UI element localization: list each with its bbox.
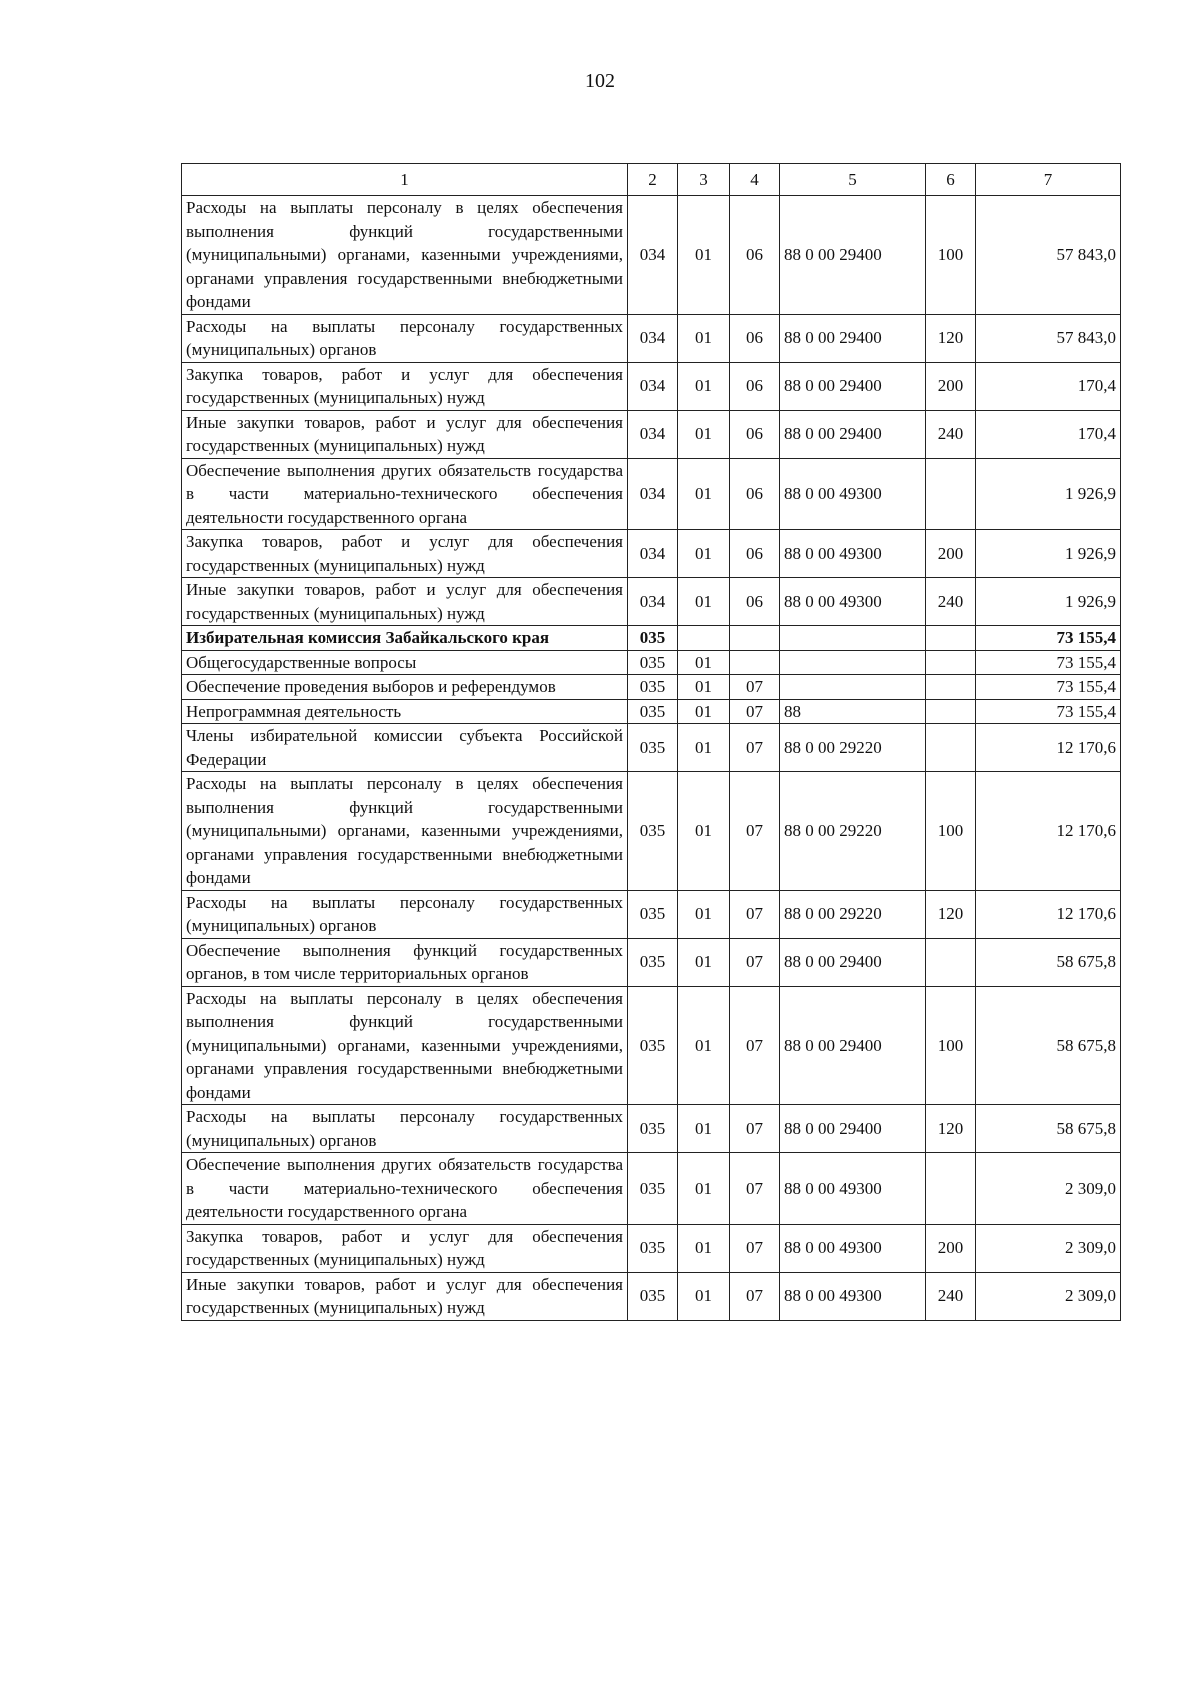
cell-admin-code: 035 bbox=[628, 650, 678, 675]
cell-subsection: 07 bbox=[730, 986, 780, 1105]
cell-section: 01 bbox=[678, 1224, 730, 1272]
cell-admin-code: 034 bbox=[628, 458, 678, 530]
cell-section: 01 bbox=[678, 724, 730, 772]
cell-target-article bbox=[780, 650, 926, 675]
cell-name: Расходы на выплаты персоналу в целях обеспечения выполнения функций государственными (муниципальными) органами, казенными учреждениями, органами управления государственными внебюджетными фондами bbox=[182, 772, 628, 891]
cell-section: 01 bbox=[678, 458, 730, 530]
cell-subsection: 07 bbox=[730, 675, 780, 700]
cell-amount: 73 155,4 bbox=[976, 699, 1121, 724]
cell-name: Члены избирательной комиссии субъекта Российской Федерации bbox=[182, 724, 628, 772]
cell-target-article: 88 0 00 49300 bbox=[780, 530, 926, 578]
cell-admin-code: 034 bbox=[628, 314, 678, 362]
cell-expense-type bbox=[926, 626, 976, 651]
cell-name: Расходы на выплаты персоналу государственных (муниципальных) органов bbox=[182, 314, 628, 362]
cell-expense-type bbox=[926, 938, 976, 986]
cell-admin-code: 035 bbox=[628, 675, 678, 700]
table-row bbox=[182, 1153, 1121, 1225]
header-col-5: 5 bbox=[780, 164, 926, 196]
cell-target-article: 88 bbox=[780, 699, 926, 724]
cell-expense-type: 120 bbox=[926, 1105, 976, 1153]
cell-admin-code: 035 bbox=[628, 626, 678, 651]
cell-name: Закупка товаров, работ и услуг для обеспечения государственных (муниципальных) нужд bbox=[182, 1224, 628, 1272]
cell-section: 01 bbox=[678, 1272, 730, 1320]
cell-expense-type: 200 bbox=[926, 1224, 976, 1272]
cell-name: Расходы на выплаты персоналу государственных (муниципальных) органов bbox=[182, 890, 628, 938]
cell-admin-code: 035 bbox=[628, 772, 678, 891]
header-col-2: 2 bbox=[628, 164, 678, 196]
cell-section: 01 bbox=[678, 1105, 730, 1153]
cell-expense-type: 200 bbox=[926, 530, 976, 578]
table-row bbox=[182, 410, 1121, 458]
cell-name: Иные закупки товаров, работ и услуг для обеспечения государственных (муниципальных) нужд bbox=[182, 1272, 628, 1320]
cell-target-article: 88 0 00 29400 bbox=[780, 314, 926, 362]
cell-amount: 12 170,6 bbox=[976, 772, 1121, 891]
table-row bbox=[182, 530, 1121, 578]
cell-subsection: 07 bbox=[730, 1272, 780, 1320]
cell-subsection: 06 bbox=[730, 196, 780, 315]
cell-section: 01 bbox=[678, 362, 730, 410]
cell-section: 01 bbox=[678, 1153, 730, 1225]
table-row bbox=[182, 772, 1121, 891]
cell-expense-type: 200 bbox=[926, 362, 976, 410]
cell-admin-code: 034 bbox=[628, 196, 678, 315]
cell-subsection: 07 bbox=[730, 699, 780, 724]
cell-target-article: 88 0 00 29400 bbox=[780, 986, 926, 1105]
cell-section: 01 bbox=[678, 578, 730, 626]
cell-expense-type bbox=[926, 458, 976, 530]
cell-subsection bbox=[730, 626, 780, 651]
cell-amount: 1 926,9 bbox=[976, 458, 1121, 530]
budget-table bbox=[181, 163, 1121, 1321]
cell-amount: 58 675,8 bbox=[976, 986, 1121, 1105]
cell-expense-type: 100 bbox=[926, 986, 976, 1105]
cell-admin-code: 035 bbox=[628, 938, 678, 986]
cell-section: 01 bbox=[678, 699, 730, 724]
cell-subsection: 07 bbox=[730, 938, 780, 986]
cell-section: 01 bbox=[678, 938, 730, 986]
cell-target-article: 88 0 00 29400 bbox=[780, 362, 926, 410]
cell-admin-code: 035 bbox=[628, 986, 678, 1105]
cell-target-article: 88 0 00 29220 bbox=[780, 890, 926, 938]
header-col-7: 7 bbox=[976, 164, 1121, 196]
cell-target-article bbox=[780, 626, 926, 651]
table-row bbox=[182, 699, 1121, 724]
cell-amount: 2 309,0 bbox=[976, 1224, 1121, 1272]
cell-section: 01 bbox=[678, 196, 730, 315]
table-body bbox=[182, 196, 1121, 1321]
cell-name: Обеспечение выполнения других обязательств государства в части материально-технического обеспечения деятельности государственного органа bbox=[182, 458, 628, 530]
cell-expense-type: 100 bbox=[926, 196, 976, 315]
table-row bbox=[182, 986, 1121, 1105]
cell-name: Иные закупки товаров, работ и услуг для обеспечения государственных (муниципальных) нужд bbox=[182, 578, 628, 626]
cell-amount: 1 926,9 bbox=[976, 530, 1121, 578]
cell-amount: 73 155,4 bbox=[976, 650, 1121, 675]
table-row bbox=[182, 938, 1121, 986]
header-col-6: 6 bbox=[926, 164, 976, 196]
cell-subsection: 07 bbox=[730, 772, 780, 891]
cell-admin-code: 035 bbox=[628, 1272, 678, 1320]
cell-section: 01 bbox=[678, 530, 730, 578]
cell-subsection: 07 bbox=[730, 1224, 780, 1272]
table-row bbox=[182, 196, 1121, 315]
header-row bbox=[182, 164, 1121, 196]
cell-section: 01 bbox=[678, 650, 730, 675]
cell-target-article bbox=[780, 675, 926, 700]
header-col-1: 1 bbox=[182, 164, 628, 196]
table-row bbox=[182, 362, 1121, 410]
cell-subsection: 06 bbox=[730, 458, 780, 530]
cell-name: Закупка товаров, работ и услуг для обеспечения государственных (муниципальных) нужд bbox=[182, 362, 628, 410]
cell-name: Обеспечение выполнения других обязательств государства в части материально-технического обеспечения деятельности государственного органа bbox=[182, 1153, 628, 1225]
cell-name: Общегосударственные вопросы bbox=[182, 650, 628, 675]
cell-admin-code: 034 bbox=[628, 578, 678, 626]
table-row bbox=[182, 626, 1121, 651]
cell-expense-type: 100 bbox=[926, 772, 976, 891]
cell-name: Обеспечение выполнения функций государственных органов, в том числе территориальных органов bbox=[182, 938, 628, 986]
cell-section: 01 bbox=[678, 890, 730, 938]
cell-expense-type: 240 bbox=[926, 410, 976, 458]
cell-expense-type bbox=[926, 724, 976, 772]
cell-amount: 58 675,8 bbox=[976, 938, 1121, 986]
cell-amount: 57 843,0 bbox=[976, 314, 1121, 362]
table-row bbox=[182, 1224, 1121, 1272]
cell-target-article: 88 0 00 49300 bbox=[780, 1153, 926, 1225]
cell-subsection: 06 bbox=[730, 314, 780, 362]
cell-amount: 2 309,0 bbox=[976, 1272, 1121, 1320]
table-row bbox=[182, 314, 1121, 362]
cell-admin-code: 035 bbox=[628, 724, 678, 772]
cell-section bbox=[678, 626, 730, 651]
cell-name: Расходы на выплаты персоналу в целях обеспечения выполнения функций государственными (муниципальными) органами, казенными учреждениями, органами управления государственными внебюджетными фондами bbox=[182, 196, 628, 315]
table-row bbox=[182, 578, 1121, 626]
cell-amount: 170,4 bbox=[976, 362, 1121, 410]
cell-name: Закупка товаров, работ и услуг для обеспечения государственных (муниципальных) нужд bbox=[182, 530, 628, 578]
table-row bbox=[182, 890, 1121, 938]
cell-name: Избирательная комиссия Забайкальского края bbox=[182, 626, 628, 651]
cell-expense-type bbox=[926, 650, 976, 675]
table-row bbox=[182, 724, 1121, 772]
cell-name: Непрограммная деятельность bbox=[182, 699, 628, 724]
cell-target-article: 88 0 00 29400 bbox=[780, 196, 926, 315]
cell-section: 01 bbox=[678, 772, 730, 891]
cell-subsection: 06 bbox=[730, 410, 780, 458]
table-row bbox=[182, 1272, 1121, 1320]
cell-expense-type: 120 bbox=[926, 890, 976, 938]
cell-amount: 73 155,4 bbox=[976, 675, 1121, 700]
cell-amount: 1 926,9 bbox=[976, 578, 1121, 626]
cell-admin-code: 034 bbox=[628, 362, 678, 410]
cell-name: Расходы на выплаты персоналу в целях обеспечения выполнения функций государственными (муниципальными) органами, казенными учреждениями, органами управления государственными внебюджетными фондами bbox=[182, 986, 628, 1105]
cell-expense-type: 240 bbox=[926, 578, 976, 626]
cell-section: 01 bbox=[678, 986, 730, 1105]
cell-expense-type: 240 bbox=[926, 1272, 976, 1320]
cell-expense-type bbox=[926, 1153, 976, 1225]
cell-section: 01 bbox=[678, 410, 730, 458]
cell-admin-code: 035 bbox=[628, 699, 678, 724]
cell-target-article: 88 0 00 49300 bbox=[780, 578, 926, 626]
cell-admin-code: 035 bbox=[628, 1153, 678, 1225]
cell-target-article: 88 0 00 49300 bbox=[780, 1224, 926, 1272]
cell-subsection: 07 bbox=[730, 724, 780, 772]
cell-admin-code: 034 bbox=[628, 410, 678, 458]
cell-target-article: 88 0 00 29220 bbox=[780, 724, 926, 772]
cell-amount: 2 309,0 bbox=[976, 1153, 1121, 1225]
cell-amount: 170,4 bbox=[976, 410, 1121, 458]
cell-name: Обеспечение проведения выборов и референдумов bbox=[182, 675, 628, 700]
cell-amount: 12 170,6 bbox=[976, 724, 1121, 772]
cell-target-article: 88 0 00 29400 bbox=[780, 938, 926, 986]
cell-amount: 58 675,8 bbox=[976, 1105, 1121, 1153]
page-number: 102 bbox=[585, 70, 615, 92]
cell-subsection: 06 bbox=[730, 362, 780, 410]
cell-target-article: 88 0 00 49300 bbox=[780, 1272, 926, 1320]
cell-subsection: 07 bbox=[730, 1153, 780, 1225]
header-col-4: 4 bbox=[730, 164, 780, 196]
cell-subsection: 06 bbox=[730, 578, 780, 626]
table-row bbox=[182, 458, 1121, 530]
cell-section: 01 bbox=[678, 314, 730, 362]
cell-expense-type bbox=[926, 699, 976, 724]
cell-amount: 12 170,6 bbox=[976, 890, 1121, 938]
cell-amount: 73 155,4 bbox=[976, 626, 1121, 651]
cell-name: Иные закупки товаров, работ и услуг для обеспечения государственных (муниципальных) нужд bbox=[182, 410, 628, 458]
cell-target-article: 88 0 00 29400 bbox=[780, 1105, 926, 1153]
cell-admin-code: 035 bbox=[628, 890, 678, 938]
cell-subsection: 07 bbox=[730, 890, 780, 938]
cell-admin-code: 034 bbox=[628, 530, 678, 578]
cell-target-article: 88 0 00 49300 bbox=[780, 458, 926, 530]
table-row bbox=[182, 1105, 1121, 1153]
table-row bbox=[182, 675, 1121, 700]
cell-admin-code: 035 bbox=[628, 1224, 678, 1272]
cell-name: Расходы на выплаты персоналу государственных (муниципальных) органов bbox=[182, 1105, 628, 1153]
cell-target-article: 88 0 00 29400 bbox=[780, 410, 926, 458]
cell-section: 01 bbox=[678, 675, 730, 700]
cell-subsection: 07 bbox=[730, 1105, 780, 1153]
cell-expense-type: 120 bbox=[926, 314, 976, 362]
cell-admin-code: 035 bbox=[628, 1105, 678, 1153]
cell-subsection bbox=[730, 650, 780, 675]
cell-subsection: 06 bbox=[730, 530, 780, 578]
cell-expense-type bbox=[926, 675, 976, 700]
table-row bbox=[182, 650, 1121, 675]
header-col-3: 3 bbox=[678, 164, 730, 196]
cell-amount: 57 843,0 bbox=[976, 196, 1121, 315]
cell-target-article: 88 0 00 29220 bbox=[780, 772, 926, 891]
